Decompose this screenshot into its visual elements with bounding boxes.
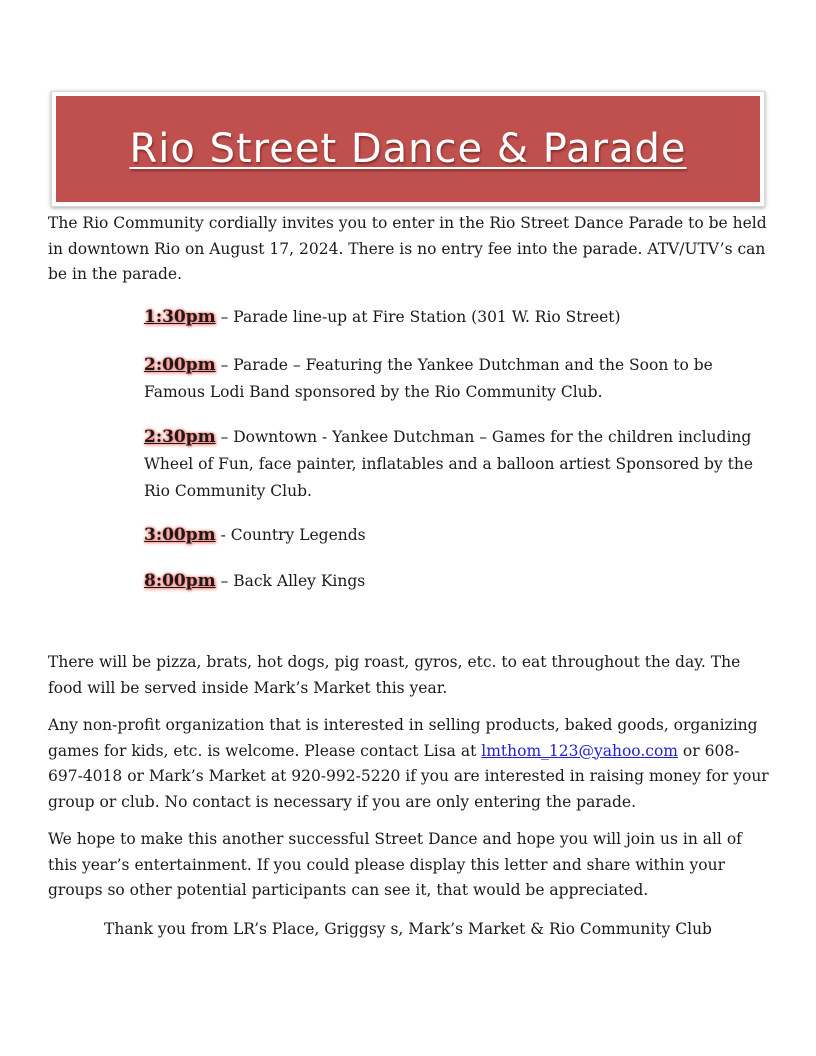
schedule-description: - Country Legends	[215, 526, 366, 544]
schedule-time: 2:30pm	[144, 427, 216, 447]
nonprofit-text-end: or 608-697-4018 or Mark’s Market at 920-992-5220 if you are interested in raising money for your group or club. No contact is necessary if you are only entering the parade.	[48, 741, 769, 811]
schedule-time: 8:00pm	[144, 571, 216, 591]
closing-paragraph: We hope to make this another successful Street Dance and hope you will join us in all of this year’s entertainment. If you could please display this letter and share within your groups so other potential participants can see it, that would be appreciated.	[48, 830, 742, 899]
schedule-description: – Back Alley Kings	[215, 572, 366, 590]
schedule-item	[144, 304, 776, 331]
schedule-item	[144, 352, 776, 406]
food-paragraph: There will be pizza, brats, hot dogs, pig roast, gyros, etc. to eat throughout the day. The food will be served inside Mark’s Market this year.	[48, 653, 741, 697]
thank-you-line: Thank you from LR’s Place, Griggsy s, Mark’s Market & Rio Community Club	[104, 920, 712, 938]
schedule-description: – Parade – Featuring the Yankee Dutchman and the Soon to be Famous Lodi Band sponsored by the Rio Community Club.	[144, 356, 713, 401]
schedule-time: 1:30pm	[144, 307, 216, 327]
title-banner	[51, 91, 765, 207]
intro-paragraph: The Rio Community cordially invites you to enter in the Rio Street Dance Parade to be held in downtown Rio on August 17, 2024. There is no entry fee into the parade. ATV/UTV’s can be in the parade.	[48, 214, 767, 283]
schedule-time: 3:00pm	[144, 525, 216, 545]
nonprofit-text-start: Any non-profit organization that is interested in selling products, baked goods, organizing games for kids, etc. is welcome. Please contact Lisa at	[48, 716, 758, 760]
nonprofit-paragraph	[48, 713, 772, 815]
schedule-description: – Parade line-up at Fire Station (301 W. Rio Street)	[215, 308, 621, 326]
contact-email-link[interactable]: lmthom_123@yahoo.com	[481, 741, 678, 760]
schedule-time: 2:00pm	[144, 355, 216, 375]
banner-fill	[56, 96, 760, 202]
schedule-description: – Downtown - Yankee Dutchman – Games for the children including Wheel of Fun, face painter, inflatables and a balloon artiest Sponsored by the Rio Community Club.	[144, 428, 754, 500]
schedule-item	[144, 522, 776, 549]
schedule-item	[144, 568, 776, 595]
page-title: Rio Street Dance & Parade	[129, 126, 687, 172]
schedule-item	[144, 424, 776, 505]
